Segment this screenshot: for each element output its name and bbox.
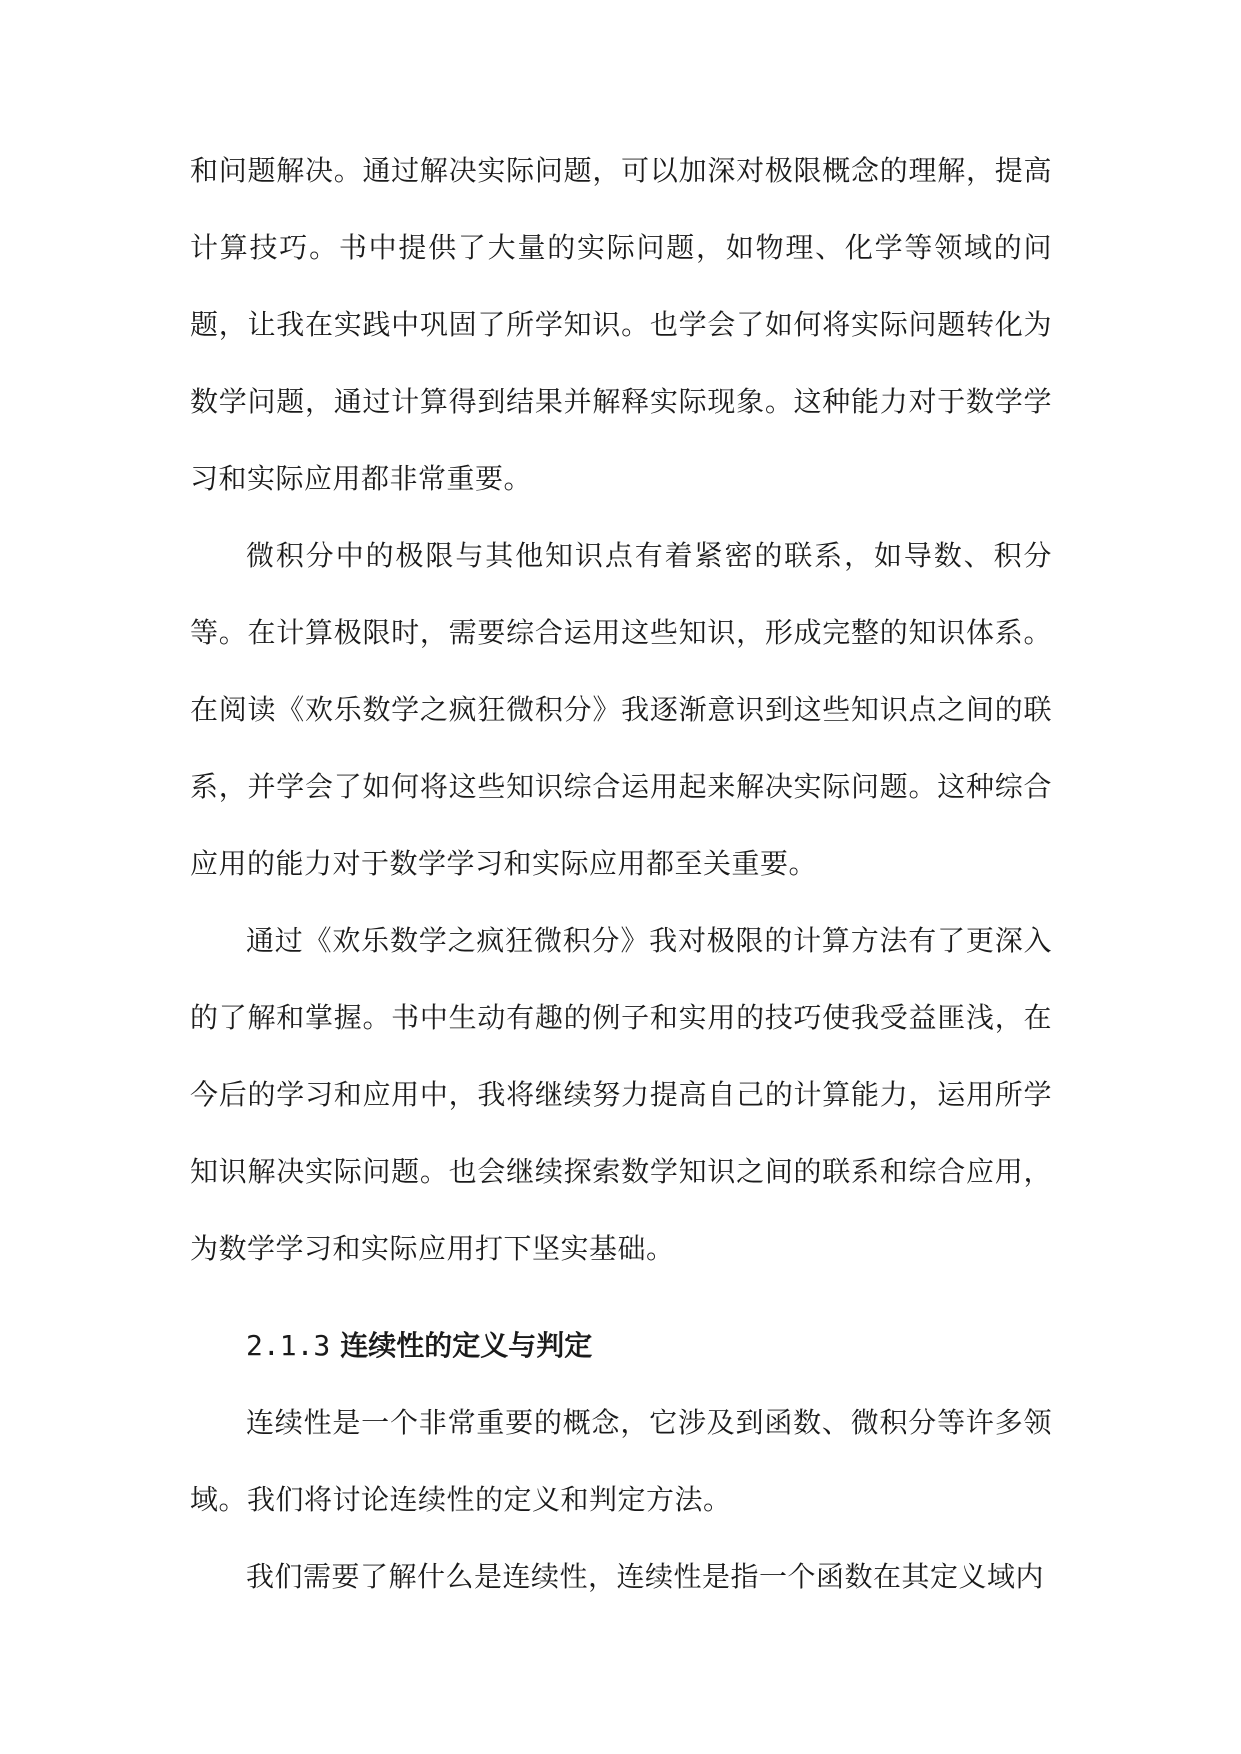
paragraph-limits-connections: 微积分中的极限与其他知识点有着紧密的联系，如导数、积分等。在计算极限时，需要综合运用这些知识，形成完整的知识体系。在阅读《欢乐数学之疯狂微积分》我逐渐意识到这些知识点之间的联系，并学会了如何将这些知识综合运用起来解决实际问题。这种综合应用的能力对于数学学习和实际应用都至关重要。 [190,539,1052,880]
section-number: 2.1.3 [246,1329,331,1362]
paragraph-continuity-definition: 我们需要了解什么是连续性，连续性是指一个函数在其定义域内 [246,1560,1045,1593]
section-heading [190,1307,1052,1384]
document-page [190,132,1052,1615]
section-title: 连续性的定义与判定 [340,1329,593,1362]
paragraph-continuation: 和问题解决。通过解决实际问题，可以加深对极限概念的理解，提高计算技巧。书中提供了大量的实际问题，如物理、化学等领域的问题，让我在实践中巩固了所学知识。也学会了如何将实际问题转化为数学问题，通过计算得到结果并解释实际现象。这种能力对于数学学习和实际应用都非常重要。 [190,154,1052,495]
paragraph-continuity-intro: 连续性是一个非常重要的概念，它涉及到函数、微积分等许多领域。我们将讨论连续性的定义和判定方法。 [190,1406,1052,1516]
paragraph-limits-summary: 通过《欢乐数学之疯狂微积分》我对极限的计算方法有了更深入的了解和掌握。书中生动有趣的例子和实用的技巧使我受益匪浅，在今后的学习和应用中，我将继续努力提高自己的计算能力，运用所学知识解决实际问题。也会继续探索数学知识之间的联系和综合应用，为数学学习和实际应用打下坚实基础。 [190,924,1052,1265]
